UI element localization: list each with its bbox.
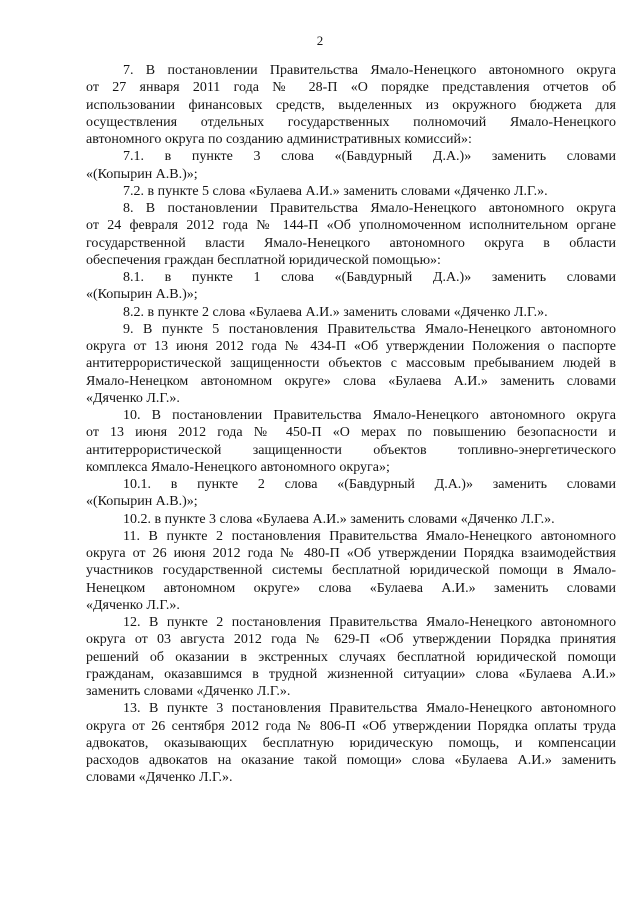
text-line: округа от 03 августа 2012 года № 629-П «Об утверждении Порядка принятия (86, 632, 616, 648)
text-line: от 27 января 2011 года № 28-П «О порядке представления отчетов об (86, 80, 616, 96)
text-line: заменить словами «Дяченко Л.Г.». (86, 684, 291, 699)
text-line: «Дяченко Л.Г.». (86, 390, 180, 406)
text-line: словами «Дяченко Л.Г.». (86, 770, 233, 786)
text-line: округа от 13 июня 2012 года № 434-П «Об утверждении Положения о паспорте (86, 339, 616, 354)
text-line: 8.1. в пункте 1 слова «(Бавдурный Д.А.)» заменить словами (123, 270, 616, 285)
text-line: округа от 26 сентября 2012 года № 806-П «Об утверждении Порядка оплаты труда (86, 718, 616, 734)
text-line: Ямало-Ненецком автономном округе» слова «Булаева А.И.» заменить словами (86, 373, 616, 389)
text-line: от 13 июня 2012 года № 450-П «О мерах по повышению безопасности и (86, 425, 616, 441)
document-body (86, 62, 616, 787)
text-line: гражданам, оказавшимся в трудной жизненной ситуации» слова «Булаева А.И.» (86, 666, 616, 682)
text-line: обеспечения граждан бесплатной юридической помощью»: (86, 252, 441, 268)
text-line: «(Копырин А.В.)»; (86, 287, 198, 303)
text-line: 10.2. в пункте 3 слова «Булаева А.И.» заменить словами «Дяченко Л.Г.». (123, 511, 555, 527)
text-line: антитеррористической защищенности объектов топливно-энергетического (86, 442, 616, 458)
text-line: «Дяченко Л.Г.». (86, 597, 180, 613)
text-line: 10. В постановлении Правительства Ямало-Ненецкого автономного округа (123, 408, 616, 423)
text-line: решений об оказании в экстренных случаях бесплатной юридической помощи (86, 649, 616, 665)
text-line: от 24 февраля 2012 года № 144-П «Об уполномоченном исполнительном органе (86, 218, 616, 234)
text-line: округа от 26 июня 2012 года № 480-П «Об утверждении Порядка взаимодействия (86, 546, 616, 561)
text-line: 12. В пункте 2 постановления Правительства Ямало-Ненецкого автономного (123, 615, 616, 630)
text-line: антитеррористической защищенности объектов с массовым пребыванием людей в (86, 356, 616, 372)
text-line: 8. В постановлении Правительства Ямало-Ненецкого автономного округа (123, 201, 616, 216)
text-line: расходов адвокатов на оказание такой помощи» слова «Булаева А.И.» заменить (86, 753, 616, 768)
text-line: осуществления отдельных государственных полномочий Ямало-Ненецкого (86, 114, 616, 130)
text-line: участников государственной системы бесплатной юридической помощи в Ямало- (86, 563, 616, 579)
text-line: автономного округа по созданию административных комиссий»: (86, 132, 472, 147)
text-line: государственной власти Ямало-Ненецкого автономного округа в области (86, 235, 616, 251)
text-line: 9. В пункте 5 постановления Правительства Ямало-Ненецкого автономного (123, 321, 616, 337)
text-line: Ненецком автономном округе» слова «Булаева А.И.» заменить словами (86, 580, 616, 596)
text-line: 11. В пункте 2 постановления Правительства Ямало-Ненецкого автономного (123, 528, 616, 544)
text-line: 7.2. в пункте 5 слова «Булаева А.И.» заменить словами «Дяченко Л.Г.». (123, 183, 548, 199)
text-line: адвокатов, оказывающих бесплатную юридическую помощь, и компенсации (86, 735, 616, 751)
text-line: 13. В пункте 3 постановления Правительства Ямало-Ненецкого автономного (123, 701, 616, 717)
text-line: 7.1. в пункте 3 слова «(Бавдурный Д.А.)» заменить словами (123, 149, 616, 165)
text-line: 8.2. в пункте 2 слова «Булаева А.И.» заменить словами «Дяченко Л.Г.». (123, 304, 548, 320)
text-line: «(Копырин А.В.)»; (86, 494, 198, 510)
text-line: 7. В постановлении Правительства Ямало-Ненецкого автономного округа (123, 63, 616, 78)
text-line: комплекса Ямало-Ненецкого автономного округа»; (86, 459, 390, 475)
page-number: 2 (316, 33, 324, 48)
text-line: 10.1. в пункте 2 слова «(Бавдурный Д.А.)» заменить словами (123, 477, 616, 492)
text-line: использовании финансовых средств, выделенных из окружного бюджета для (86, 97, 616, 113)
text-line: «(Копырин А.В.)»; (86, 166, 198, 182)
